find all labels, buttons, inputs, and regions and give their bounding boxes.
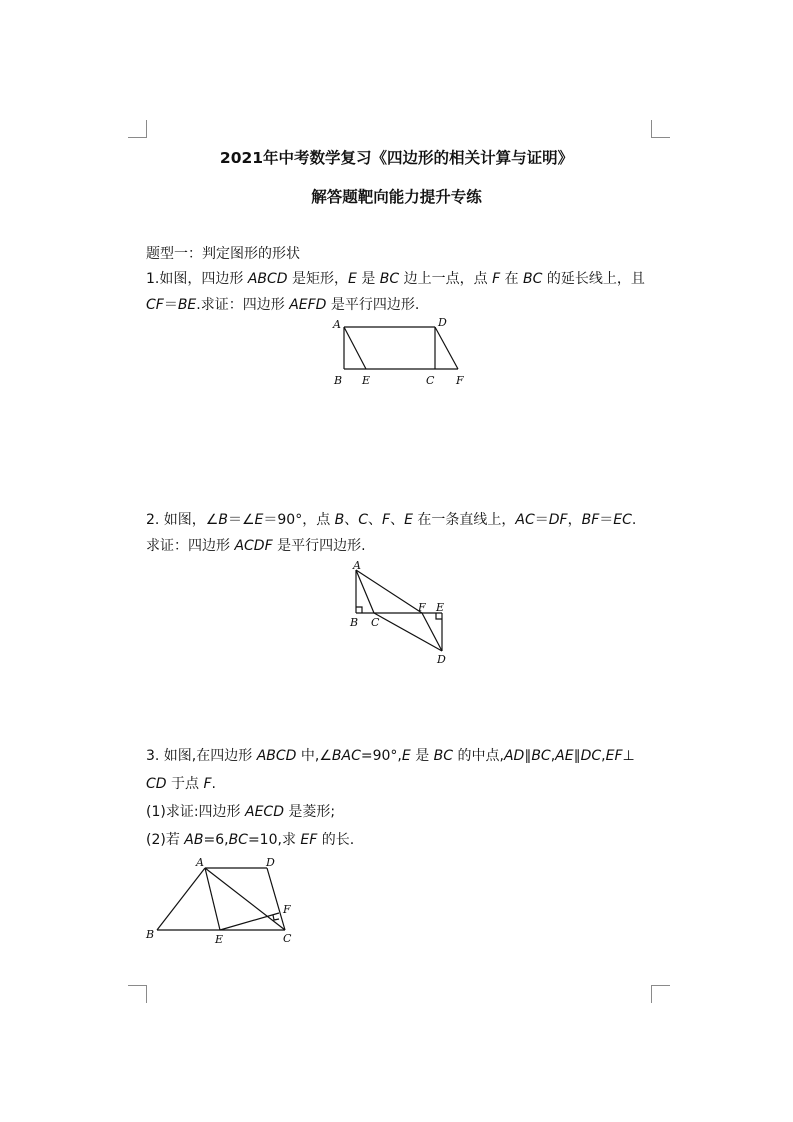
document-title: 2021年中考数学复习《四边形的相关计算与证明》 [219, 149, 574, 167]
problem-2-line-2: 求证：四边形 ACDF 是平行四边形. [146, 538, 366, 554]
label-f: F [456, 374, 464, 387]
label-d: D [437, 653, 446, 666]
label-b: B [146, 928, 155, 941]
label-a: A [353, 559, 361, 572]
problem-3-line-2: CD 于点 F. [146, 776, 216, 792]
problem-1-line-1: 1.如图，四边形 ABCD 是矩形，E 是 BC 边上一点，点 F 在 BC 的延长线上，且 [146, 271, 645, 287]
problem-3-line-1: 3. 如图,在四边形 ABCD 中,∠BAC=90°,E 是 BC 的中点,AD∥BC,AE∥DC,EF⊥ [146, 748, 635, 764]
label-d: D [266, 856, 275, 869]
label-e: E [362, 374, 371, 387]
label-e: E [215, 933, 224, 946]
problem-2-line-1: 2. 如图，∠B＝∠E＝90°，点 B、C、F、E 在一条直线上，AC＝DF，BF＝EC. [146, 512, 637, 528]
label-f: F [283, 903, 291, 916]
label-c: C [371, 616, 380, 629]
label-e: E [436, 601, 445, 614]
label-c: C [283, 932, 292, 945]
document-subtitle: 解答题靶向能力提升专练 [311, 188, 482, 206]
label-b: B [334, 374, 343, 387]
label-a: A [333, 318, 341, 331]
problem-3-part-2: (2)若 AB=6,BC=10,求 EF 的长. [146, 832, 355, 848]
label-a: A [196, 856, 204, 869]
problem-3-part-1: (1)求证:四边形 AECD 是菱形; [146, 804, 336, 820]
label-b: B [350, 616, 359, 629]
label-c: C [426, 374, 435, 387]
section-heading: 题型一：判定图形的形状 [146, 246, 300, 262]
label-f: F [418, 601, 426, 614]
label-d: D [438, 316, 447, 329]
problem-1-line-2: CF＝BE.求证：四边形 AEFD 是平行四边形. [146, 297, 420, 313]
